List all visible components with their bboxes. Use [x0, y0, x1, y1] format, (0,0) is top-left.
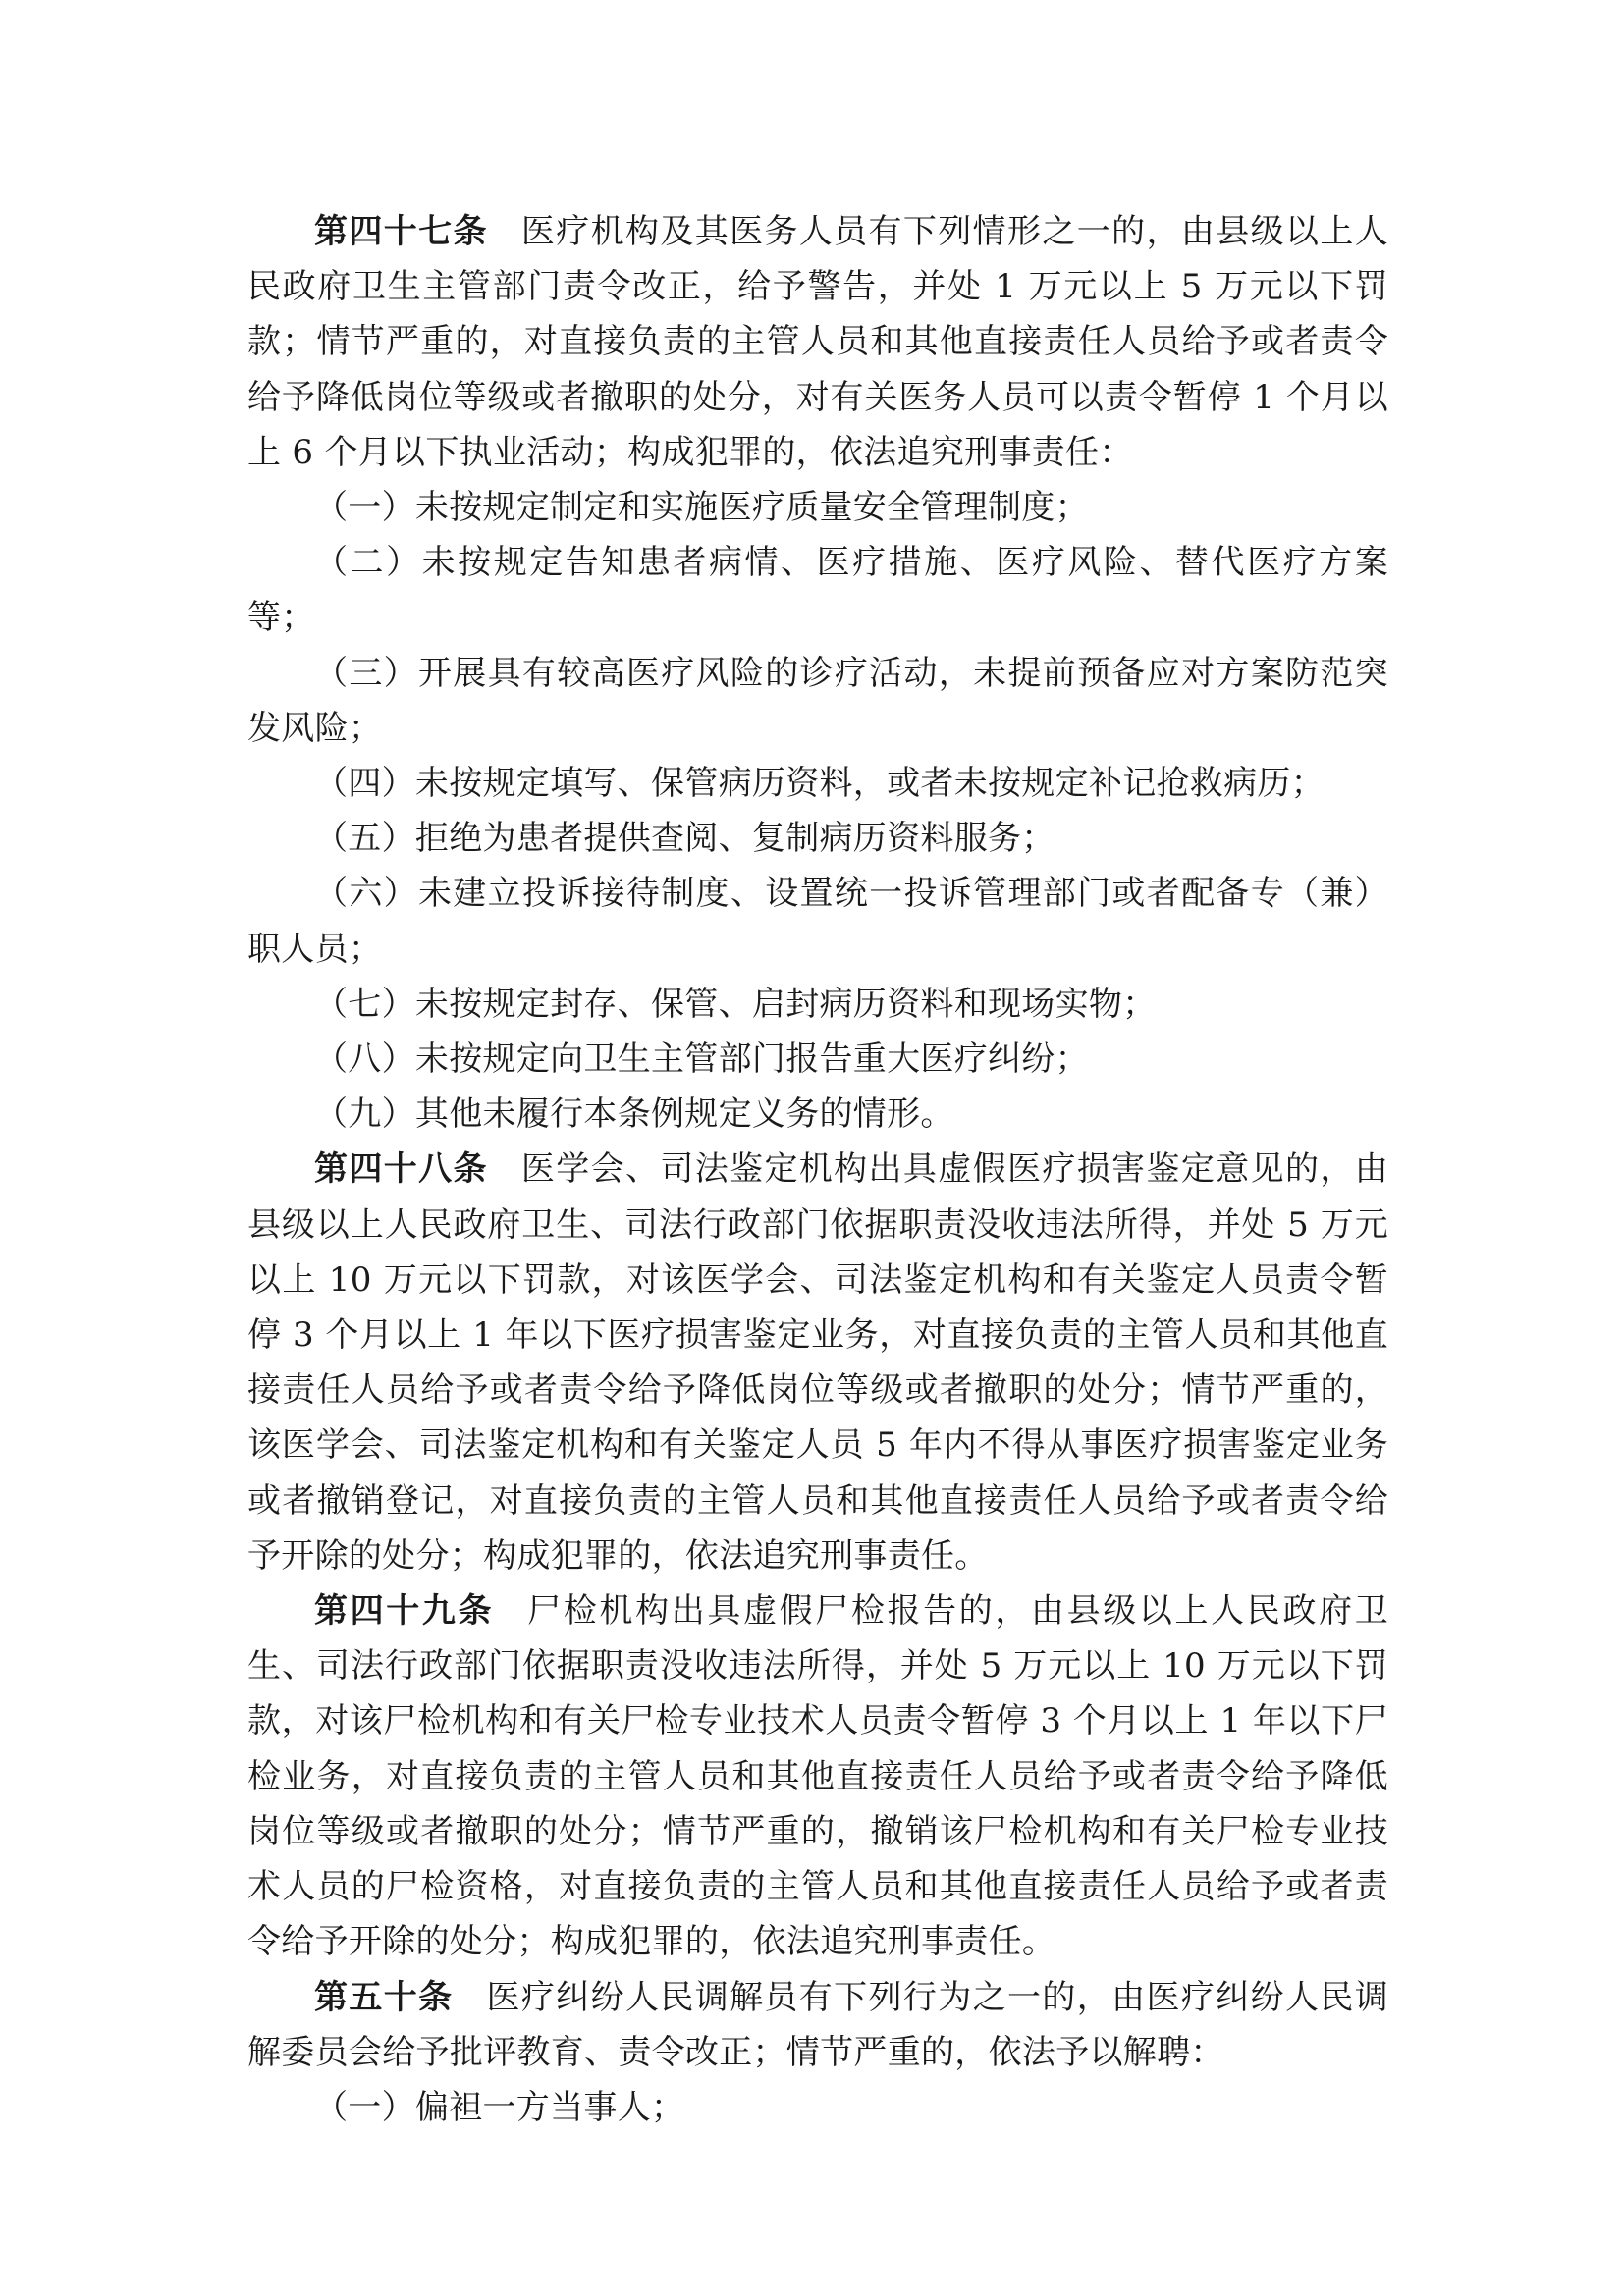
article-47-item-4: （四）未按规定填写、保管病历资料，或者未按规定补记抢救病历；	[314, 764, 1325, 804]
article-47	[247, 204, 1388, 480]
article-47-body: 医疗机构及其医务人员有下列情形之一的，由县级以上人民政府卫生主管部门责令改正，给予警告，并处 1 万元以上 5 万元以下罚款；情节严重的，对直接负责的主管人员和其他直接责任人员给予或者责令给予降低岗位等级或者撤职的处分，对有关医务人员可以责令暂停 1 个月以上 6 个月以下执业活动；构成犯罪的，依法追究刑事责任：	[247, 212, 1389, 472]
article-47-item-9: （九）其他未履行本条例规定义务的情形。	[314, 1095, 954, 1135]
article-50-body: 医疗纠纷人民调解员有下列行为之一的，由医疗纠纷人民调解委员会给予批评教育、责令改正；情节严重的，依法予以解聘：	[247, 1977, 1388, 2072]
article-48-title: 第四十八条	[314, 1149, 488, 1190]
article-47-title: 第四十七条	[314, 212, 488, 251]
article-50-title: 第五十条	[314, 1977, 454, 2017]
article-49-title: 第四十九条	[314, 1591, 495, 1631]
article-49-body: 尸检机构出具虚假尸检报告的，由县级以上人民政府卫生、司法行政部门依据职责没收违法所得，并处 5 万元以上 10 万元以下罚款，对该尸检机构和有关尸检专业技术人员责令暂停 3 个月以上 1 年以下尸检业务，对直接负责的主管人员和其他直接责任人员给予或者责令给予降低岗位等级或者撤职的处分；情节严重的，撤销该尸检机构和有关尸检专业技术人员的尸检资格，对直接负责的主管人员和其他直接责任人员给予或者责令给予开除的处分；构成犯罪的，依法追究刑事责任。	[247, 1591, 1389, 1962]
article-47-item-8: （八）未按规定向卫生主管部门报告重大医疗纠纷；	[314, 1040, 1089, 1080]
article-47-item-2: （二）未按规定告知患者病情、医疗措施、医疗风险、替代医疗方案等；	[247, 543, 1388, 638]
article-47-item-6: （六）未建立投诉接待制度、设置统一投诉管理部门或者配备专（兼）职人员；	[247, 874, 1388, 969]
article-48-body: 医学会、司法鉴定机构出具虚假医疗损害鉴定意见的，由县级以上人民政府卫生、司法行政部门依据职责没收违法所得，并处 5 万元以上 10 万元以下罚款，对该医学会、司法鉴定机构和有关鉴定人员责令暂停 3 个月以上 1 年以下医疗损害鉴定业务，对直接负责的主管人员和其他直接责任人员给予或者责令给予降低岗位等级或者撤职的处分；情节严重的，该医学会、司法鉴定机构和有关鉴定人员 5 年内不得从事医疗损害鉴定业务或者撤销登记，对直接负责的主管人员和其他直接责任人员给予或者责令给予开除的处分；构成犯罪的，依法追究刑事责任。	[247, 1149, 1389, 1575]
article-47-item-7: （七）未按规定封存、保管、启封病历资料和现场实物；	[314, 984, 1157, 1024]
article-50-item-1: （一）偏袒一方当事人；	[314, 2087, 685, 2127]
article-47-item-5: （五）拒绝为患者提供查阅、复制病历资料服务；	[314, 819, 1055, 859]
article-48	[247, 1142, 1388, 1583]
article-47-item-1: （一）未按规定制定和实施医疗质量安全管理制度；	[314, 488, 1089, 528]
document-page	[247, 204, 1388, 2135]
article-50	[247, 1970, 1388, 2080]
article-47-item-3: （三）开展具有较高医疗风险的诊疗活动，未提前预备应对方案防范突发风险；	[247, 653, 1388, 748]
article-49	[247, 1583, 1388, 1969]
